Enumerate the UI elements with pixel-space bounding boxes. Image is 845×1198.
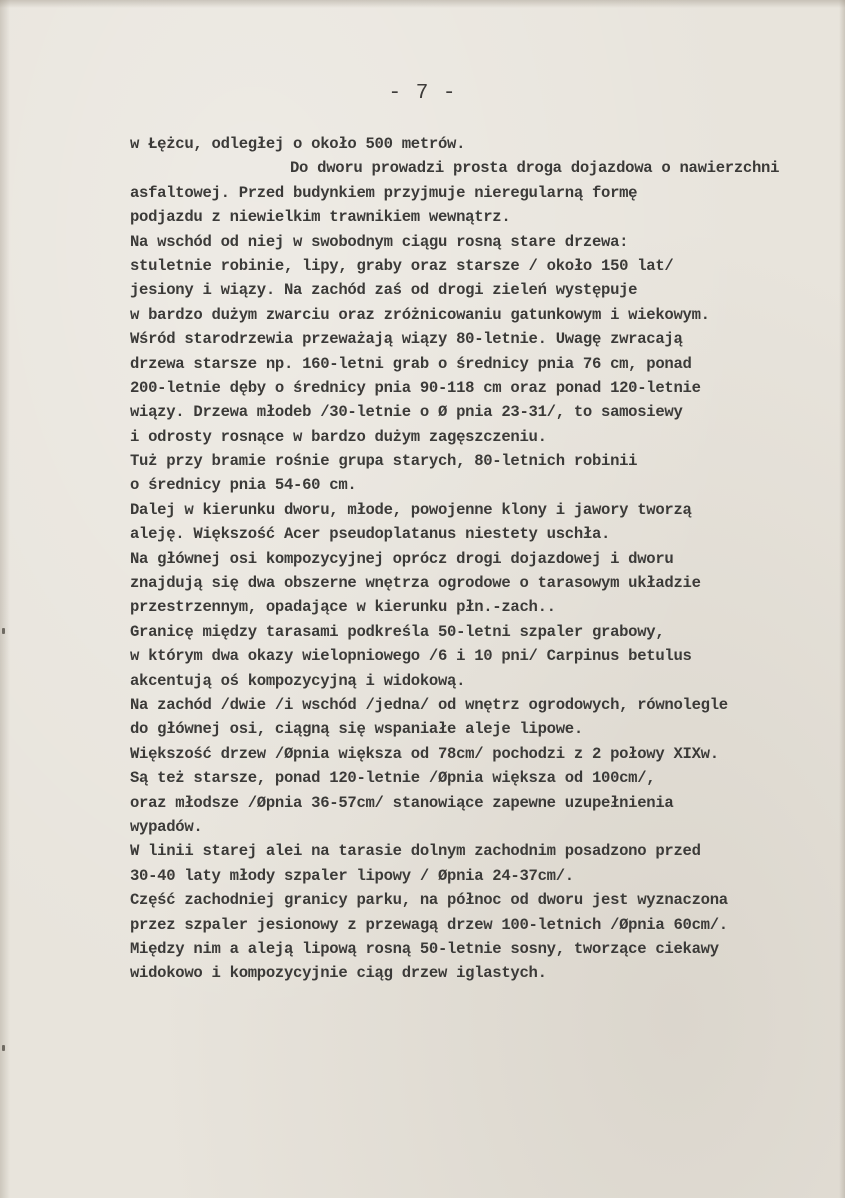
text-line: do głównej osi, ciągną się wspaniałe aleje lipowe.: [130, 720, 583, 739]
text-line: W linii starej alei na tarasie dolnym zachodnim posadzono przed: [130, 842, 701, 861]
text-line: Do dworu prowadzi prosta droga dojazdowa o nawierzchni: [290, 159, 780, 178]
text-line: Są też starsze, ponad 120-letnie /Øpnia większa od 100cm/,: [130, 769, 656, 788]
text-line: Na zachód /dwie /i wschód /jedna/ od wnętrz ogrodowych, równolegle: [130, 695, 728, 714]
text-line: akcentują oś kompozycyjną i widokową.: [130, 671, 466, 690]
text-line: jesiony i wiązy. Na zachód zaś od drogi zieleń występuje: [130, 281, 638, 300]
paper-edge-left: [0, 0, 10, 1198]
text-line: przestrzennym, opadające w kierunku płn.-zach..: [130, 598, 556, 617]
text-line: i odrosty rosnące w bardzo dużym zagęszczeniu.: [130, 427, 547, 446]
text-line: Dalej w kierunku dworu, młode, powojenne klony i jawory tworzą: [130, 500, 692, 519]
paper-edge-right: [839, 0, 845, 1198]
text-line: znajdują się dwa obszerne wnętrza ogrodowe o tarasowym układzie: [130, 574, 701, 593]
text-line: o średnicy pnia 54-60 cm.: [130, 476, 357, 495]
text-line: Część zachodniej granicy parku, na północ od dworu jest wyznaczona: [130, 891, 728, 910]
text-line: podjazdu z niewielkim trawnikiem wewnątrz.: [130, 208, 511, 227]
text-line: 200-letnie dęby o średnicy pnia 90-118 cm oraz ponad 120-letnie: [130, 378, 701, 397]
text-line: w którym dwa okazy wielopniowego /6 i 10 pni/ Carpinus betulus: [130, 647, 692, 666]
text-line: Na głównej osi kompozycyjnej oprócz drogi dojazdowej i dworu: [130, 549, 674, 568]
punch-mark: [2, 628, 5, 634]
text-line: w Łężcu, odległej o około 500 metrów.: [130, 135, 466, 153]
text-line: wypadów.: [130, 817, 203, 836]
text-line: asfaltowej. Przed budynkiem przyjmuje nieregularną formę: [130, 183, 638, 202]
text-line: oraz młodsze /Øpnia 36-57cm/ stanowiące zapewne uzupełnienia: [130, 793, 674, 812]
text-line: w bardzo dużym zwarciu oraz zróżnicowaniu gatunkowym i wiekowym.: [130, 305, 710, 324]
text-line: przez szpaler jesionowy z przewagą drzew 100-letnich /Øpnia 60cm/.: [130, 915, 728, 934]
typed-text-body: [130, 132, 835, 986]
text-line: wiązy. Drzewa młodeb /30-letnie o Ø pnia 23-31/, to samosiewy: [130, 403, 683, 422]
paper-edge-top: [0, 0, 845, 8]
text-line: aleję. Większość Acer pseudoplatanus niestety uschła.: [130, 525, 611, 544]
punch-mark: [2, 1045, 5, 1051]
text-line: 30-40 laty młody szpaler lipowy / Øpnia 24-37cm/.: [130, 866, 574, 885]
text-line: Granicę między tarasami podkreśla 50-letni szpaler grabowy,: [130, 622, 665, 641]
text-line: Między nim a aleją lipową rosną 50-letnie sosny, tworzące ciekawy: [130, 939, 719, 958]
text-line: Tuż przy bramie rośnie grupa starych, 80-letnich robinii: [130, 452, 638, 471]
page-number: - 7 -: [388, 82, 457, 105]
text-line: drzewa starsze np. 160-letni grab o średnicy pnia 76 cm, ponad: [130, 354, 692, 373]
text-line: Wśród starodrzewia przeważają wiązy 80-letnie. Uwagę zwracają: [130, 330, 683, 349]
text-line: Większość drzew /Øpnia większa od 78cm/ pochodzi z 2 połowy XIXw.: [130, 744, 719, 763]
text-line: Na wschód od niej w swobodnym ciągu rosną stare drzewa:: [130, 232, 629, 251]
text-line: widokowo i kompozycyjnie ciąg drzew iglastych.: [130, 964, 547, 983]
text-line: stuletnie robinie, lipy, graby oraz starsze / około 150 lat/: [130, 256, 674, 275]
